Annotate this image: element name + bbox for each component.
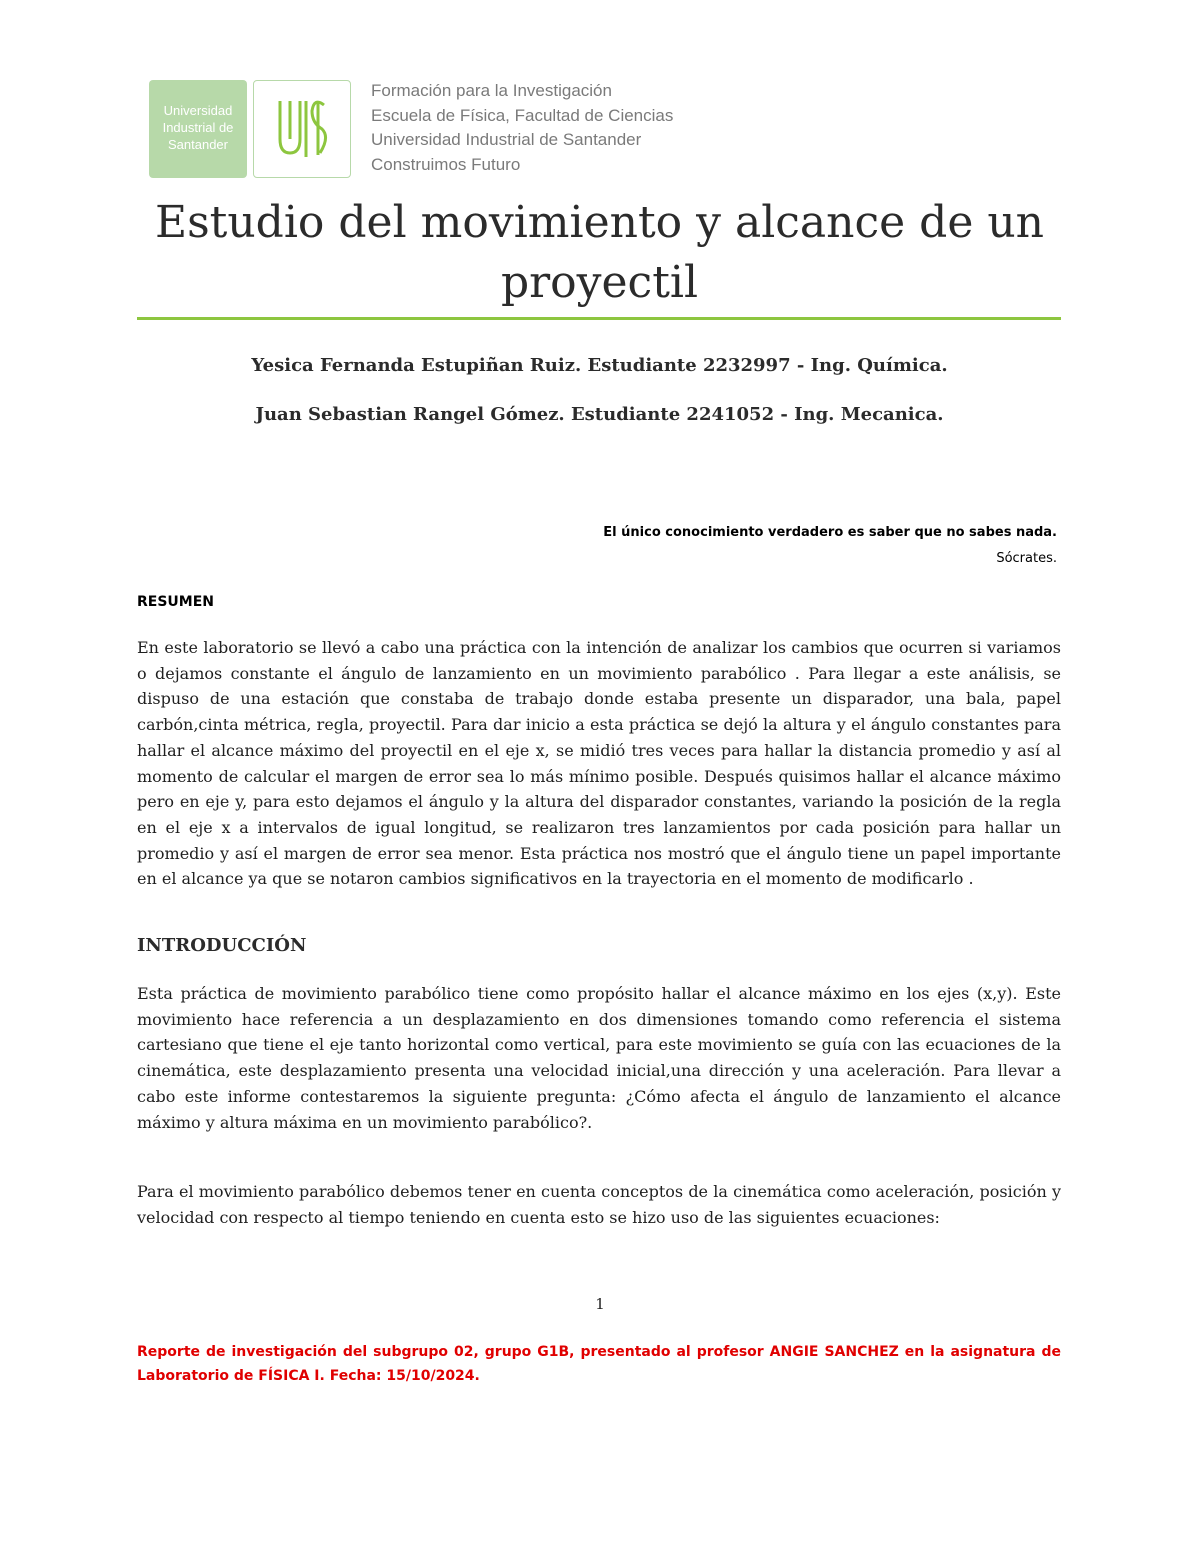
university-logo-text: Universidad Industrial de Santander: [162, 103, 234, 152]
institution-info: [371, 79, 673, 177]
introduction-heading: INTRODUCCIÓN: [137, 935, 307, 956]
author-1: Yesica Fernanda Estupiñan Ruiz. Estudiante 2232997 - Ing. Química.: [251, 355, 948, 376]
institution-line-1: Formación para la Investigación: [371, 81, 612, 100]
epigraph-author: Sócrates.: [996, 551, 1057, 566]
title-divider: [137, 317, 1061, 320]
author-2: Juan Sebastian Rangel Gómez. Estudiante 2241052 - Ing. Mecanica.: [255, 404, 944, 425]
institution-line-4: Construimos Futuro: [371, 154, 521, 174]
university-logo: [149, 80, 247, 178]
uis-logo-mark: [253, 80, 351, 178]
report-footer: Reporte de investigación del subgrupo 02, grupo G1B, presentado al profesor ANGIE SANCHEZ en la asignatura de Laboratorio de FÍSICA I. Fecha: 15/10/2024.: [137, 1344, 1061, 1384]
page-title: Estudio del movimiento y alcance de un proyectil: [154, 197, 1045, 308]
epigraph-quote: El único conocimiento verdadero es saber que no sabes nada.: [603, 525, 1057, 540]
abstract-heading: RESUMEN: [137, 594, 215, 610]
introduction-paragraph-1: Esta práctica de movimiento parabólico tiene como propósito hallar el alcance máximo en los ejes (x,y). Este movimiento hace referencia a un desplazamiento en dos dimensiones tomando como referencia el sistema cartesiano que tiene el eje tanto horizontal como vertical, para este movimiento se guía con las ecuaciones de la cinemática, este desplazamiento presenta una velocidad inicial,una dirección y una aceleración. Para llevar a cabo este informe contestaremos la siguiente pregunta: ¿Cómo afecta el ángulo de lanzamiento el alcance máximo y altura máxima en un movimiento parabólico?.: [137, 984, 1061, 1132]
abstract-body: En este laboratorio se llevó a cabo una práctica con la intención de analizar los cambios que ocurren si variamos o dejamos constante el ángulo de lanzamiento en un movimiento parabólico . Para llegar a este análisis, se dispuso de una estación que constaba de trabajo donde estaba presente un disparador, una bala, papel carbón,cinta métrica, regla, proyectil. Para dar inicio a esta práctica se dejó la altura y el ángulo constantes para hallar el alcance máximo del proyectil en el eje x, se midió tres veces para hallar la distancia promedio y así al momento de calcular el margen de error sea lo más mínimo posible. Después quisimos hallar el alcance máximo pero en eje y, para esto dejamos el ángulo y la altura del disparador constantes, variando la posición de la regla en el eje x a intervalos de igual longitud, se realizaron tres lanzamientos por cada posición para hallar un promedio y así el margen de error sea menor. Esta práctica nos mostró que el ángulo tiene un papel importante en el alcance ya que se notaron cambios significativos en la trayectoria en el momento de modificarlo .: [137, 638, 1061, 889]
institution-line-2: Escuela de Física, Facultad de Ciencias: [371, 105, 674, 125]
introduction-paragraph-2: Para el movimiento parabólico debemos tener en cuenta conceptos de la cinemática como aceleración, posición y velocidad con respecto al tiempo teniendo en cuenta esto se hizo uso de las siguientes ecuaciones:: [137, 1182, 1061, 1227]
institution-line-3: Universidad Industrial de Santander: [371, 130, 642, 149]
uis-emblem-icon: [276, 95, 328, 163]
page-number: 1: [595, 1295, 605, 1313]
